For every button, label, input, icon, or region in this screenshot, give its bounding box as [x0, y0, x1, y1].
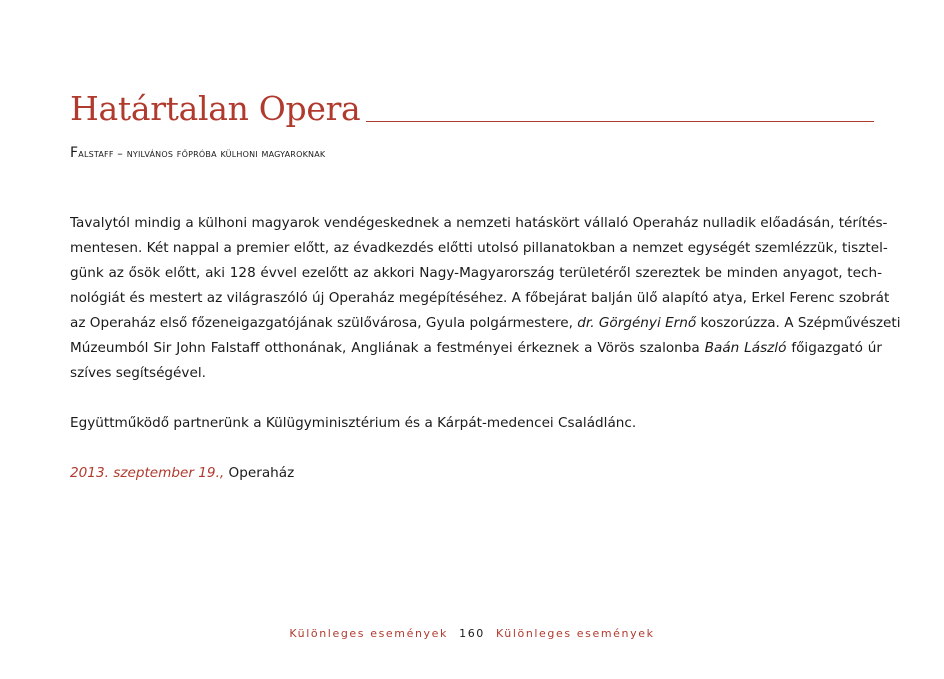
paragraph-line	[70, 311, 901, 336]
event-dateline	[70, 461, 882, 486]
page-subtitle	[70, 145, 325, 161]
person-name: dr. Görgényi Ernő	[577, 315, 697, 331]
person-name: Baán László	[704, 340, 787, 356]
page-number: 160	[459, 627, 485, 640]
article-body	[70, 211, 901, 486]
event-date: 2013. szeptember 19.,	[70, 465, 225, 481]
text-segment: koszorúzza. A Szépművészeti	[696, 315, 901, 331]
paragraph-intro	[70, 211, 901, 386]
event-venue: Operaház	[224, 465, 295, 481]
text-segment: főigazgató úr	[786, 340, 883, 356]
text-segment: az Operaház első főzeneigazgatójának szülővárosa, Gyula polgármestere,	[70, 315, 578, 331]
paragraph-line: szíves segítségével.	[70, 365, 206, 381]
paragraph-partners: Együttműködő partnerünk a Külügyminisztérium és a Kárpát-medencei Családlánc.	[70, 415, 637, 431]
paragraph-line: günk az ősök előtt, aki 128 évvel ezelőtt az akkori Nagy-Magyarország területéről szereztek be minden anyagot, tech-	[70, 265, 882, 281]
paragraph-line: nológiát és mestert az világraszóló új Operaház megépítéséhez. A főbejárat balján ülő alapító atya, Erkel Ferenc szobrát	[70, 290, 890, 306]
subtitle-text: alstaff – nyilvános főpróba külhoni magyaroknak	[78, 147, 326, 160]
paragraph-line	[70, 336, 882, 361]
title-underline	[366, 121, 874, 122]
footer-section-left: Különleges események	[289, 627, 448, 640]
subtitle-initial: F	[70, 145, 79, 161]
paragraph-line: mentesen. Két nappal a premier előtt, az évadkezdés előtti utolsó pillanatokban a nemzet egységét szemlézzük, tisztel-	[70, 240, 888, 256]
footer-section-right: Különleges események	[496, 627, 655, 640]
text-segment: Múzeumból Sir John Falstaff otthonának, Angliának a festményei érkeznek a Vörös szalonba	[70, 340, 705, 356]
title-row	[70, 89, 874, 128]
paragraph-line: Tavalytól mindig a külhoni magyarok vendégeskednek a nemzeti hatáskört vállaló Operaház nulladik előadásán, térítés-	[70, 215, 888, 231]
page-title: Határtalan Opera	[70, 89, 361, 128]
page-footer	[0, 627, 944, 640]
